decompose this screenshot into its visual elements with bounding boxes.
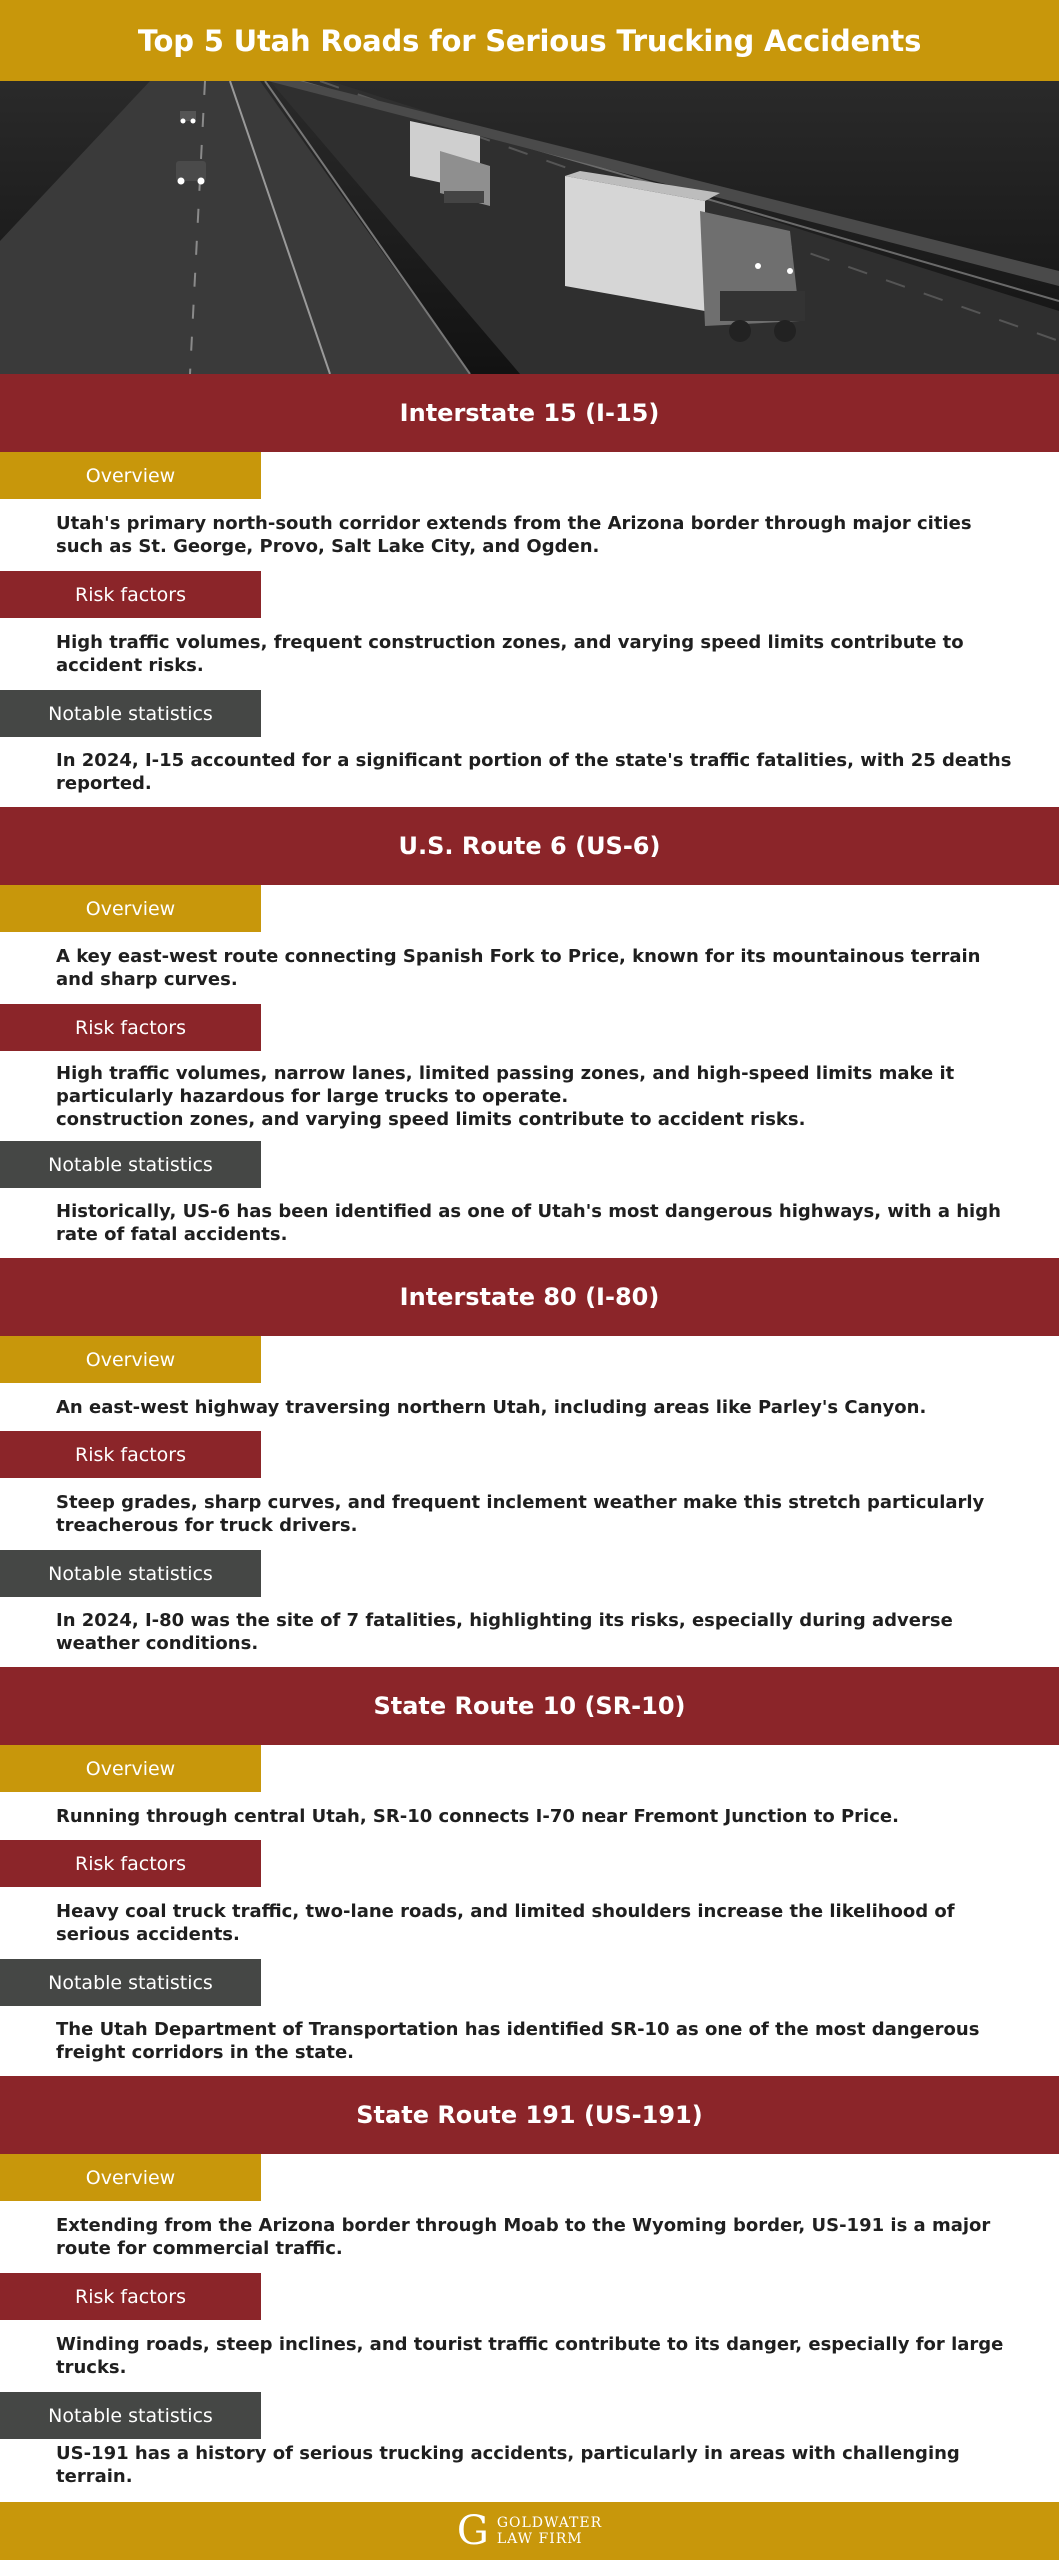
section-title: State Route 191 (US-191)	[356, 2101, 703, 2129]
risk-factors-text: Winding roads, steep inclines, and tourist traffic contribute to its danger, especially for large trucks.	[56, 2334, 1004, 2378]
overview-label: Overview	[0, 885, 261, 932]
section-header	[0, 1258, 1059, 1336]
overview-text: Running through central Utah, SR-10 connects I-70 near Fremont Junction to Price.	[56, 1805, 899, 1827]
section-title: Interstate 15 (I-15)	[399, 399, 660, 427]
section-header	[0, 2076, 1059, 2154]
hero-image	[0, 81, 1059, 374]
notable-statistics-text: US-191 has a history of serious trucking accidents, particularly in areas with challenging terrain.	[56, 2443, 960, 2487]
notable-statistics-label: Notable statistics	[0, 1550, 261, 1597]
highway-trucks-image	[0, 81, 1059, 374]
risk-factors-label: Risk factors	[0, 1004, 261, 1051]
notable-statistics-label: Notable statistics	[0, 1959, 261, 2006]
overview-text: Utah's primary north-south corridor extends from the Arizona border through major cities such as St. George, Provo, Salt Lake City, and Ogden.	[56, 513, 972, 557]
logo-line2: LAW FIRM	[496, 2531, 583, 2547]
logo-icon: G	[456, 2508, 489, 2554]
section-title: Interstate 80 (I-80)	[399, 1283, 660, 1311]
notable-statistics-text: In 2024, I-15 accounted for a significant portion of the state's traffic fatalities, with 25 deaths reported.	[56, 750, 1012, 794]
page-title: Top 5 Utah Roads for Serious Trucking Accidents	[137, 23, 922, 58]
notable-statistics-text: Historically, US-6 has been identified as one of Utah's most dangerous highways, with a high rate of fatal accidents.	[56, 1201, 1001, 1245]
overview-label: Overview	[0, 2154, 261, 2201]
overview-label: Overview	[0, 1336, 261, 1383]
logo-line1: GOLDWATER	[496, 2515, 603, 2531]
road-section	[0, 1667, 1059, 2076]
section-header	[0, 374, 1059, 452]
logo-wordmark	[497, 2515, 602, 2547]
risk-factors-text: Heavy coal truck traffic, two-lane roads, and limited shoulders increase the likelihood of serious accidents.	[56, 1901, 955, 1945]
risk-factors-text: High traffic volumes, narrow lanes, limited passing zones, and high-speed limits make it particularly hazardous for large trucks to operate. construction zones, and varying speed limits contribute to accident risks.	[56, 1062, 955, 1130]
overview-text: An east-west highway traversing northern Utah, including areas like Parley's Canyon.	[56, 1396, 927, 1418]
section-title: State Route 10 (SR-10)	[373, 1692, 686, 1720]
overview-label: Overview	[0, 452, 261, 499]
notable-statistics-label: Notable statistics	[0, 1141, 261, 1188]
section-title: U.S. Route 6 (US-6)	[398, 832, 661, 860]
road-sections	[0, 374, 1059, 2491]
section-header	[0, 807, 1059, 885]
risk-factors-label: Risk factors	[0, 1431, 261, 1478]
risk-factors-text: Steep grades, sharp curves, and frequent inclement weather make this stretch particularly treacherous for truck drivers.	[56, 1492, 985, 1536]
risk-factors-text: High traffic volumes, frequent construction zones, and varying speed limits contribute to accident risks.	[56, 632, 964, 676]
overview-text: A key east-west route connecting Spanish Fork to Price, known for its mountainous terrain and sharp curves.	[56, 946, 981, 990]
road-section	[0, 374, 1059, 807]
page-header	[0, 0, 1059, 81]
risk-factors-label: Risk factors	[0, 1840, 261, 1887]
overview-text: Extending from the Arizona border through Moab to the Wyoming border, US-191 is a major route for commercial traffic.	[56, 2215, 991, 2259]
notable-statistics-text: The Utah Department of Transportation has identified SR-10 as one of the most dangerous freight corridors in the state.	[56, 2019, 980, 2063]
risk-factors-label: Risk factors	[0, 571, 261, 618]
road-section	[0, 1258, 1059, 1667]
road-section	[0, 2076, 1059, 2491]
notable-statistics-label: Notable statistics	[0, 2392, 261, 2439]
notable-statistics-label: Notable statistics	[0, 690, 261, 737]
notable-statistics-text: In 2024, I-80 was the site of 7 fatalities, highlighting its risks, especially during adverse weather conditions.	[56, 1610, 953, 1654]
road-section	[0, 807, 1059, 1258]
risk-factors-label: Risk factors	[0, 2273, 261, 2320]
overview-label: Overview	[0, 1745, 261, 1792]
section-header	[0, 1667, 1059, 1745]
footer	[0, 2502, 1059, 2560]
